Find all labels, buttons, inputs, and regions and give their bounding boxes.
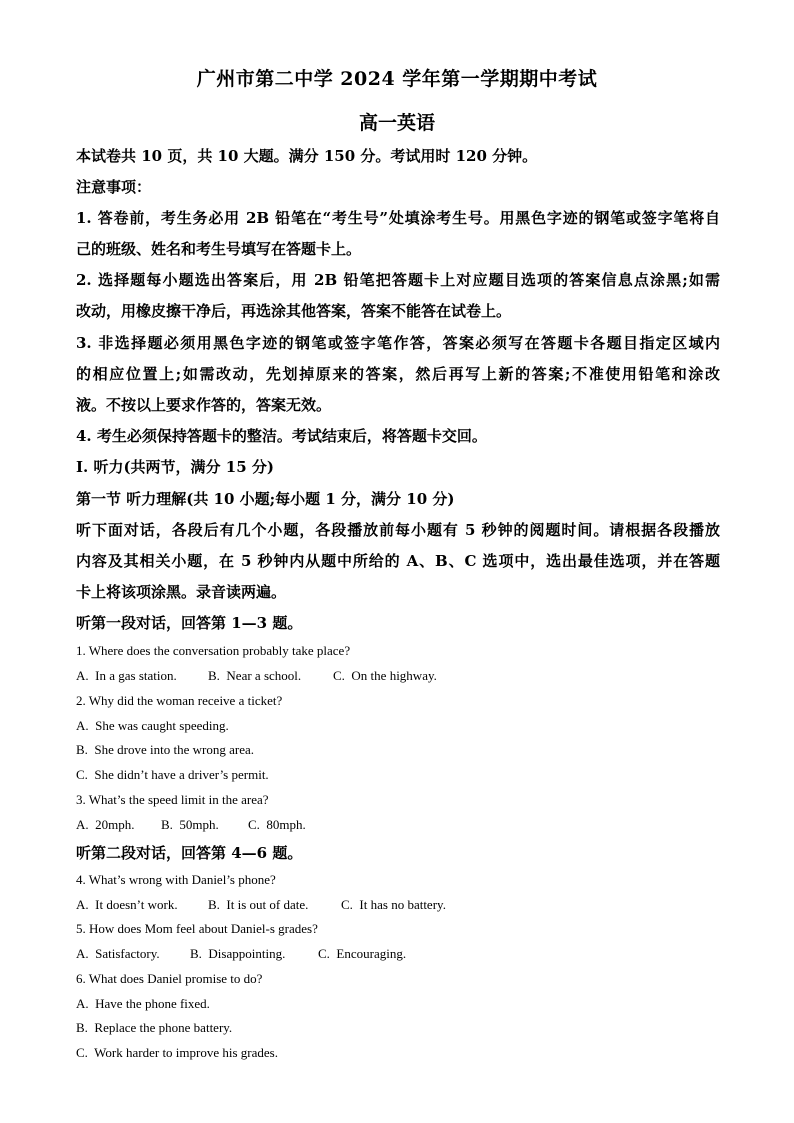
- instructions-line-1: 听下面对话，各段后有几个小题，各段播放前每小题有 5 秒钟的阅题时间。请根据各段播放: [76, 521, 720, 539]
- question-5-option-b: B. Disappointing.: [190, 946, 286, 961]
- part-1-heading: 第一节 听力理解(共 10 小题;每小题 1 分，满分 10 分): [76, 490, 455, 508]
- question-4-option-b: B. It is out of date.: [208, 897, 309, 912]
- note-4: 4. 考生必须保持答题卡的整洁。考试结束后，将答题卡交回。: [76, 427, 487, 445]
- question-2-option-a: A. She was caught speeding.: [76, 718, 229, 733]
- question-1-option-a: A. In a gas station.: [76, 668, 177, 683]
- question-5-option-a: A. Satisfactory.: [76, 946, 160, 961]
- question-6-option-c: C. Work harder to improve his grades.: [76, 1045, 278, 1060]
- question-2-option-b: B. She drove into the wrong area.: [76, 742, 254, 757]
- question-2: 2. Why did the woman receive a ticket?: [76, 693, 283, 708]
- exam-subject: 高一英语: [358, 112, 435, 134]
- note-2-line-1: 2. 选择题每小题选出答案后，用 2B 铅笔把答题卡上对应题目选项的答案信息点涂黑;如需: [76, 271, 720, 289]
- exam-summary: 本试卷共 10 页，共 10 大题。满分 150 分。考试用时 120 分钟。: [76, 147, 538, 165]
- question-1: 1. Where does the conversation probably take place?: [76, 643, 351, 658]
- question-6: 6. What does Daniel promise to do?: [76, 971, 263, 986]
- notes-heading: 注意事项：: [76, 178, 152, 196]
- question-1-option-b: B. Near a school.: [208, 668, 302, 683]
- instructions-line-2: 内容及其相关小题，在 5 秒钟内从题中所给的 A、B、C 选项中，选出最佳选项，并在答题: [76, 552, 720, 570]
- question-6-option-b: B. Replace the phone battery.: [76, 1020, 233, 1035]
- section-listening-heading: Ⅰ. 听力(共两节，满分 15 分): [76, 458, 274, 476]
- dialogue-1-heading: 听第一段对话，回答第 1—3 题。: [76, 614, 303, 632]
- question-6-option-a: A. Have the phone fixed.: [76, 996, 210, 1011]
- question-5-option-c: C. Encouraging.: [318, 946, 407, 961]
- question-3-option-c: C. 80mph.: [248, 817, 306, 832]
- question-4: 4. What’s wrong with Daniel’s phone?: [76, 872, 276, 887]
- instructions-line-3: 卡上将该项涂黑。录音读两遍。: [76, 583, 287, 601]
- question-3-option-a: A. 20mph.: [76, 817, 135, 832]
- note-3-line-2: 的相应位置上;如需改动，先划掉原来的答案，然后再写上新的答案;不准使用铅笔和涂改: [76, 365, 720, 383]
- note-1-line-1: 1. 答卷前，考生务必用 2B 铅笔在“考生号”处填涂考生号。用黑色字迹的钢笔或签字笔将自: [76, 209, 720, 227]
- dialogue-2-heading: 听第二段对话，回答第 4—6 题。: [76, 844, 303, 862]
- note-3-line-3: 液。不按以上要求作答的，答案无效。: [76, 396, 332, 414]
- question-3-option-b: B. 50mph.: [161, 817, 219, 832]
- question-5: 5. How does Mom feel about Daniel-s grades?: [76, 921, 318, 936]
- note-2-line-2: 改动，用橡皮擦干净后，再选涂其他答案，答案不能答在试卷上。: [76, 302, 512, 320]
- question-4-option-a: A. It doesn’t work.: [76, 897, 178, 912]
- question-4-option-c: C. It has no battery.: [341, 897, 446, 912]
- note-3-line-1: 3. 非选择题必须用黑色字迹的钢笔或签字笔作答，答案必须写在答题卡各题目指定区域内: [76, 334, 720, 352]
- note-1-line-2: 己的班级、姓名和考生号填写在答题卡上。: [76, 240, 362, 258]
- exam-title: 广州市第二中学 2024 学年第一学期期中考试: [196, 68, 598, 90]
- question-1-option-c: C. On the highway.: [333, 668, 437, 683]
- question-2-option-c: C. She didn’t have a driver’s permit.: [76, 767, 269, 782]
- question-3: 3. What’s the speed limit in the area?: [76, 792, 269, 807]
